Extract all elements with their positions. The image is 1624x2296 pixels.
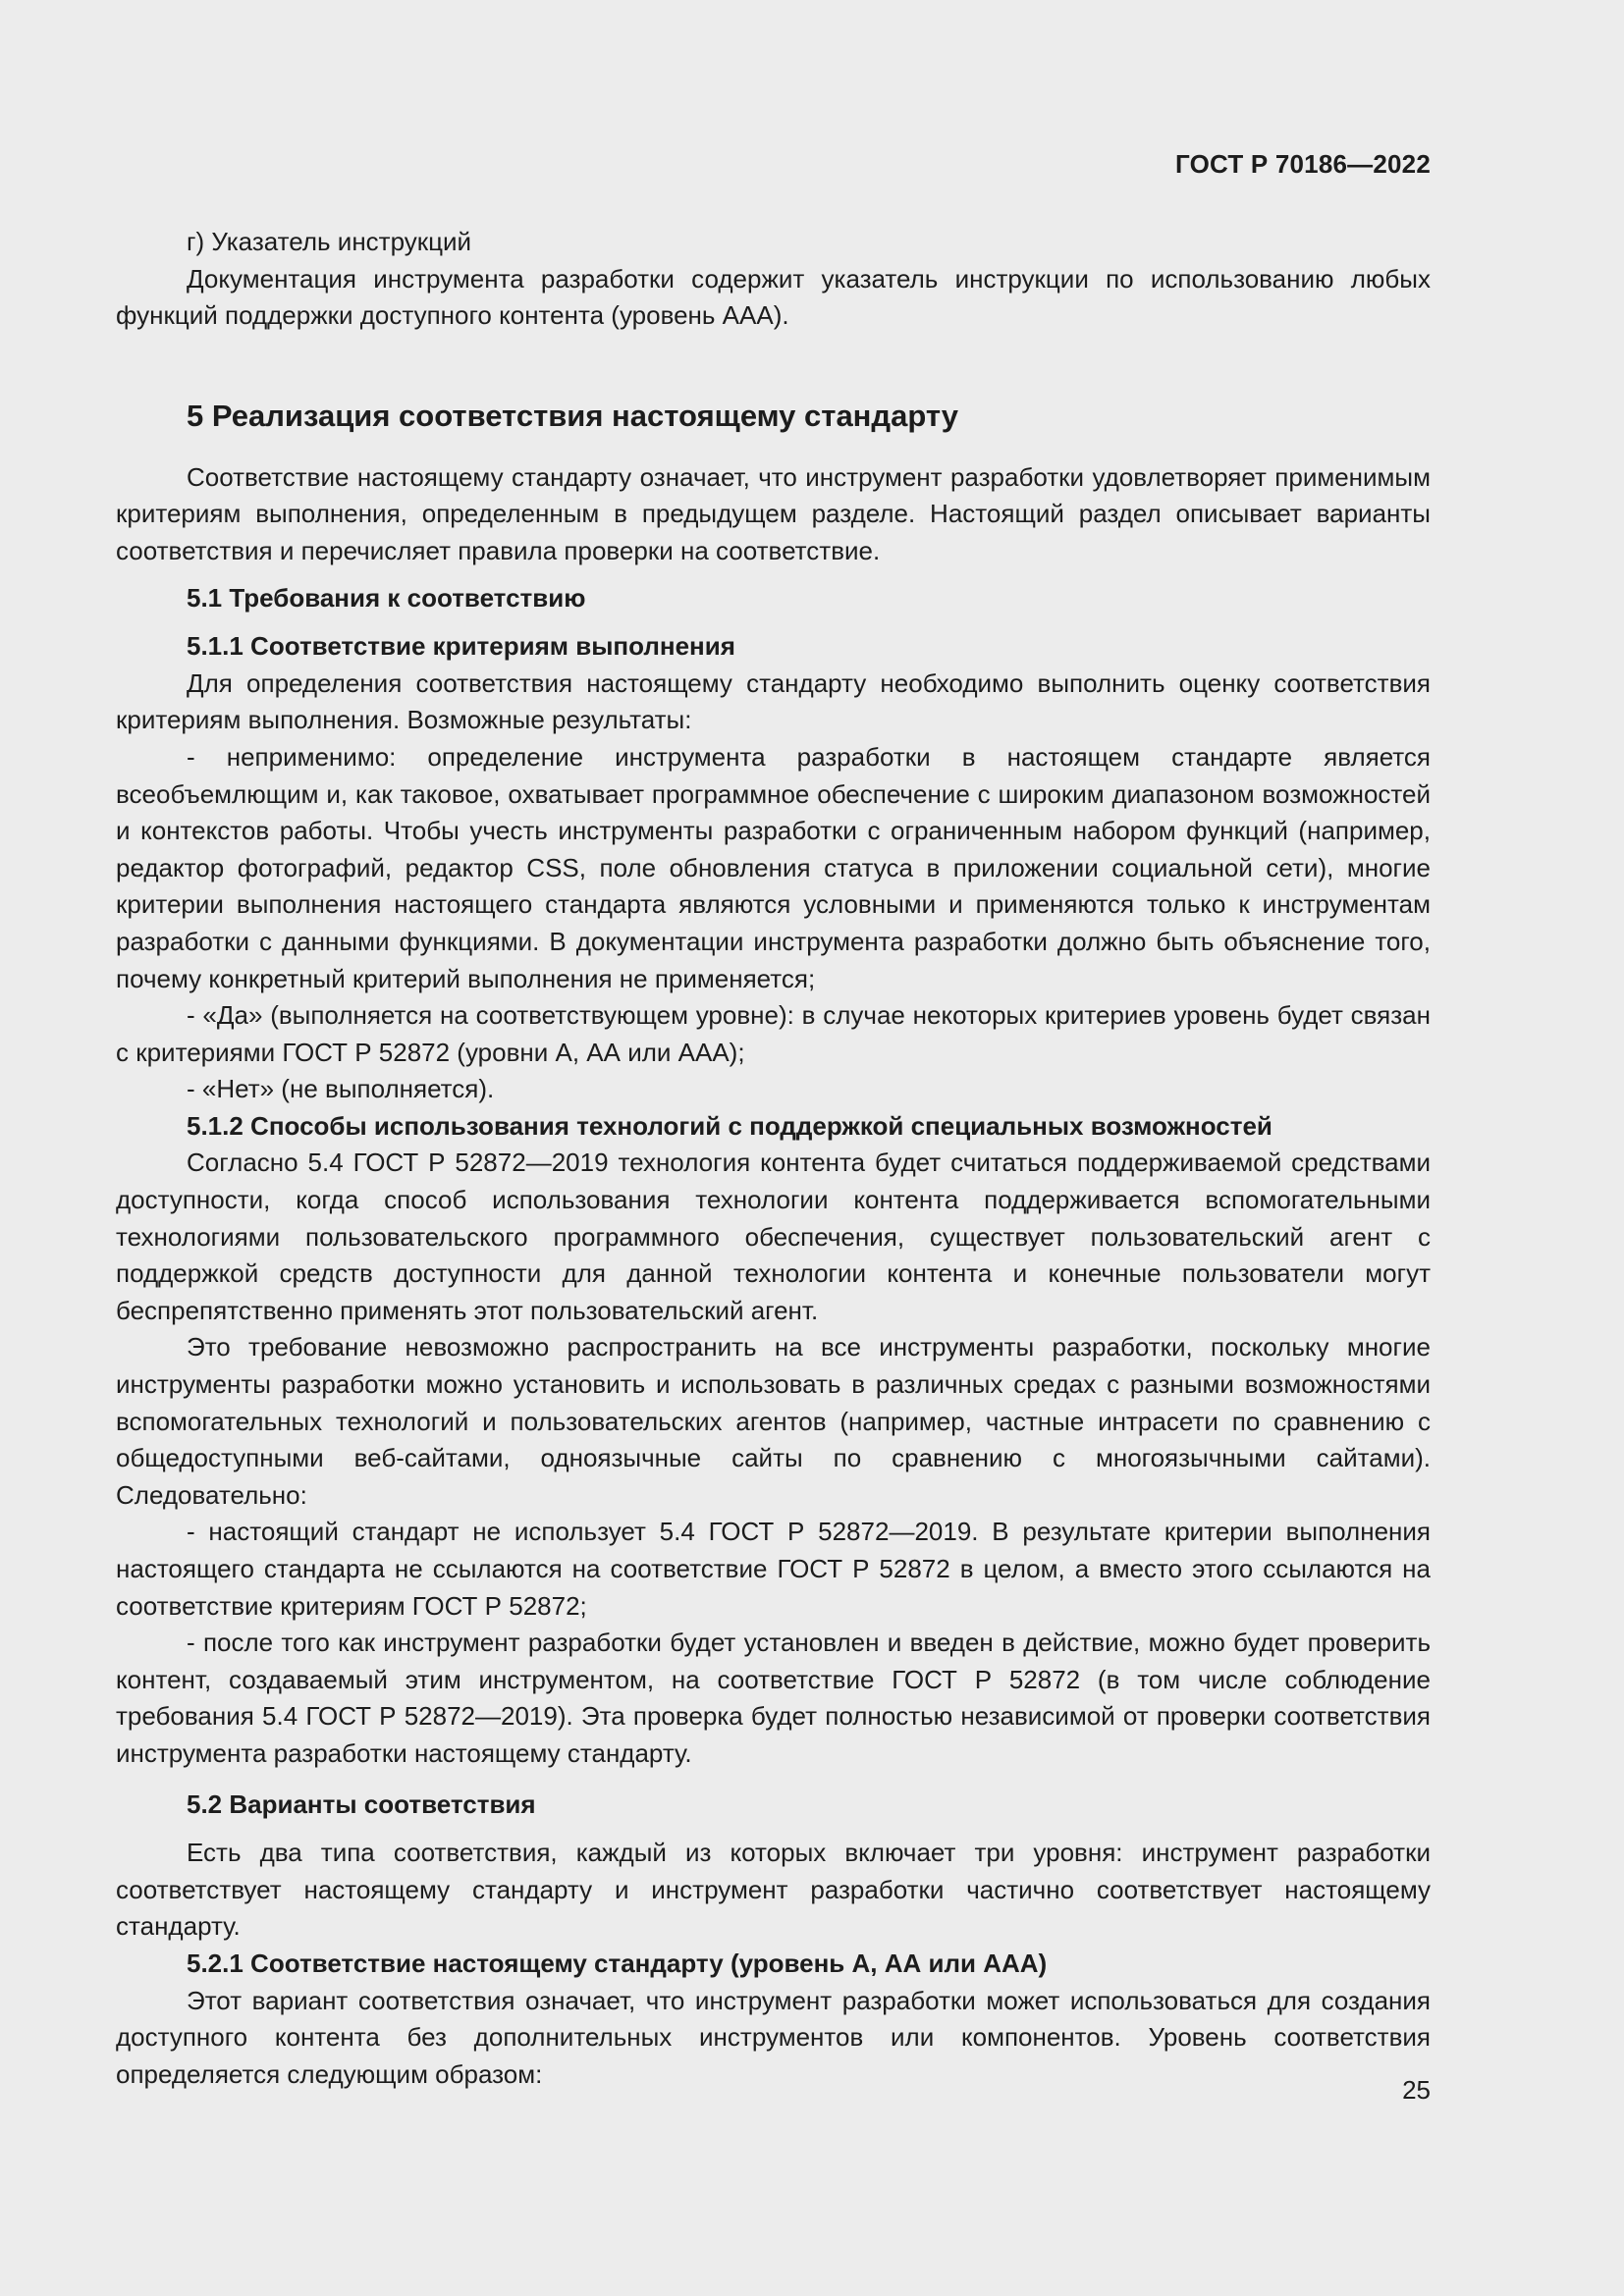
- section-5-1-2-heading: 5.1.2 Способы использования технологий с поддержкой специальных возможностей: [187, 1110, 1272, 1141]
- paragraph: Согласно 5.4 ГОСТ Р 52872—2019 технология контента будет считаться поддерживаемой средствами доступности, когда способ использования технологии контента поддерживается вспомогательными технологиями пользовательского программного обеспечения, существует пользовательский агент с поддержкой средств доступности для данной технологии контента и конечные пользователи могут беспрепятственно применять этот пользовательский агент.: [116, 1148, 1431, 1325]
- paragraph: Есть два типа соответствия, каждый из которых включает три уровня: инструмент разработки соответствует настоящему стандарту и инструмент разработки частично соответствует настоящему стандарту.: [116, 1838, 1431, 1942]
- list-item: - после того как инструмент разработки будет установлен и введен в действие, можно будет проверить контент, создаваемый этим инструментом, на соответствие ГОСТ Р 52872 (в том числе соблюдение требования 5.4 ГОСТ Р 52872—2019). Эта проверка будет полностью независимой от проверки соответствия инструмента разработки настоящему стандарту.: [116, 1628, 1431, 1768]
- document-body: [116, 224, 1431, 2093]
- section-5-1-1-heading: 5.1.1 Соответствие критериям выполнения: [187, 631, 735, 662]
- page-number: 25: [1402, 2075, 1431, 2105]
- document-header-id: ГОСТ Р 70186—2022: [1175, 149, 1431, 179]
- list-item: - неприменимо: определение инструмента разработки в настоящем стандарте является всеобъемлющим и, как таковое, охватывает программное обеспечение с широким диапазоном возможностей и контекстов работы. Чтобы учесть инструменты разработки с ограниченным набором функций (например, редактор фотографий, редактор CSS, поле обновления статуса в приложении социальной сети), многие критерии выполнения настоящего стандарта являются условными и применяются только к инструментам разработки с данными функциями. В документации инструмента разработки должно быть объяснение того, почему конкретный критерий выполнения не применяется;: [116, 741, 1431, 993]
- list-item: - «Нет» (не выполняется).: [187, 1074, 495, 1104]
- paragraph: Это требование невозможно распространить на все инструменты разработки, поскольку многие инструменты разработки можно установить и использовать в различных средах с разными возможностями вспомогательных технологий и пользовательских агентов (например, частные интрасети по сравнению с общедоступными веб-сайтами, одноязычные сайты по сравнению с многоязычными сайтами). Следовательно:: [116, 1332, 1431, 1510]
- paragraph: Этот вариант соответствия означает, что инструмент разработки может использоваться для создания доступного контента без дополнительных инструментов или компонентов. Уровень соответствия определяется следующим образом:: [116, 1985, 1431, 2089]
- paragraph: Документация инструмента разработки содержит указатель инструкции по использованию любых функций поддержки доступного контента (уровень ААА).: [116, 263, 1431, 331]
- item-g-heading: г) Указатель инструкций: [187, 227, 472, 256]
- list-item: - настоящий стандарт не использует 5.4 ГОСТ Р 52872—2019. В результате критерии выполнения настоящего стандарта не ссылаются на соответствие ГОСТ Р 52872 в целом, а вместо этого ссылаются на соответствие критериям ГОСТ Р 52872;: [116, 1517, 1431, 1621]
- section-5-2-1-heading: 5.2.1 Соответствие настоящему стандарту (уровень А, АА или ААА): [187, 1948, 1048, 1978]
- section-5-1-heading: 5.1 Требования к соответствию: [187, 582, 586, 613]
- section-5-heading: 5 Реализация соответствия настоящему стандарту: [187, 398, 959, 433]
- list-item: - «Да» (выполняется на соответствующем уровне): в случае некоторых критериев уровень будет связан с критериями ГОСТ Р 52872 (уровни А, АА или ААА);: [116, 1000, 1431, 1067]
- paragraph: Для определения соответствия настоящему стандарту необходимо выполнить оценку соответствия критериям выполнения. Возможные результаты:: [116, 667, 1431, 735]
- paragraph: Соответствие настоящему стандарту означает, что инструмент разработки удовлетворяет применимым критериям выполнения, определенным в предыдущем разделе. Настоящий раздел описывает варианты соответствия и перечисляет правила проверки на соответствие.: [116, 461, 1431, 565]
- section-5-2-heading: 5.2 Варианты соответствия: [187, 1789, 536, 1819]
